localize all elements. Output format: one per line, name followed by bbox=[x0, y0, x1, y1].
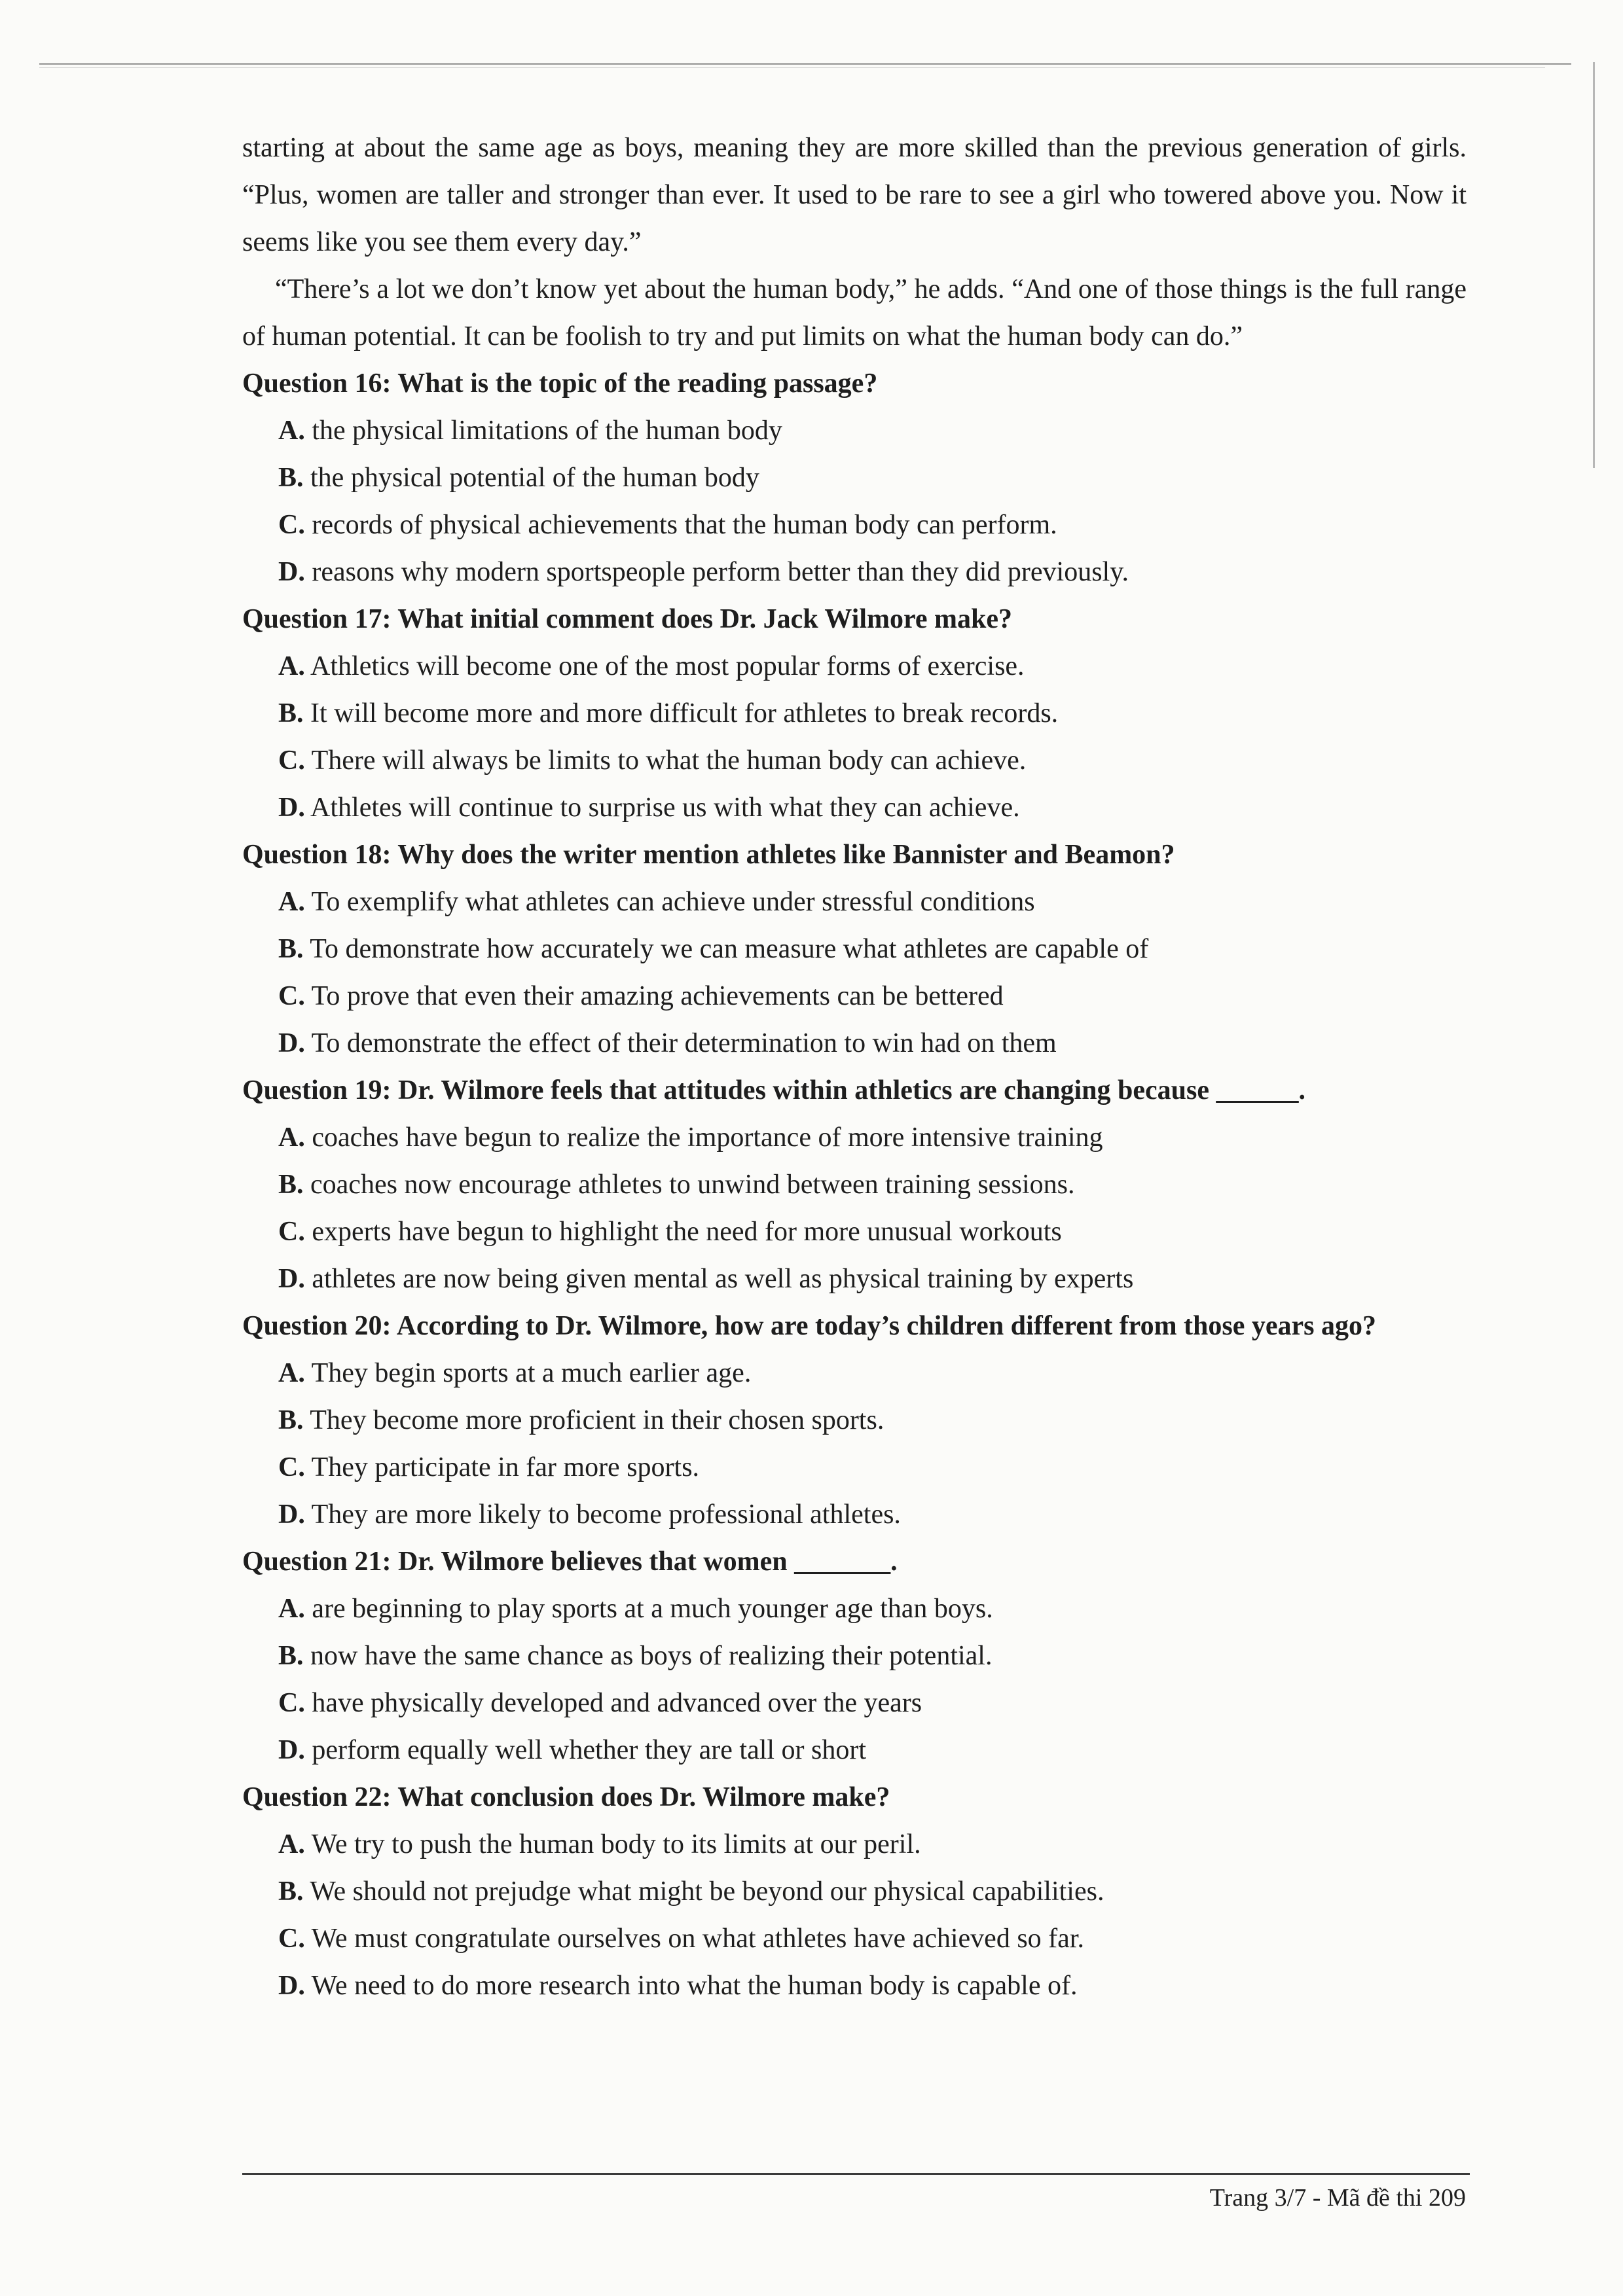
answer-option-a[interactable]: A. coaches have begun to realize the importance of more intensive training bbox=[278, 1122, 1103, 1153]
answer-option-c[interactable]: C. experts have begun to highlight the need for more unusual workouts bbox=[278, 1217, 1062, 1247]
question-16 bbox=[242, 360, 1467, 596]
question-stem: Question 17: What initial comment does Dr. Jack Wilmore make? bbox=[242, 604, 1012, 634]
answer-option-b[interactable]: B. the physical potential of the human body bbox=[278, 463, 759, 493]
answer-option-d[interactable]: D. athletes are now being given mental as well as physical training by experts bbox=[278, 1264, 1134, 1294]
page-footer: Trang 3/7 - Mã đề thi 209 bbox=[1209, 2184, 1466, 2212]
passage-paragraph: starting at about the same age as boys, meaning they are more skilled than the previous generation of girls. “Plus, women are taller and stronger than ever. It used to be rare to see a girl who towered above you. Now it seems like you see them every day.” bbox=[242, 133, 1467, 257]
answer-option-d[interactable]: D. To demonstrate the effect of their determination to win had on them bbox=[278, 1028, 1057, 1058]
answer-option-c[interactable]: C. They participate in far more sports. bbox=[278, 1452, 700, 1482]
answer-option-c[interactable]: C. records of physical achievements that the human body can perform. bbox=[278, 510, 1057, 540]
answer-option-d[interactable]: D. They are more likely to become professional athletes. bbox=[278, 1499, 901, 1530]
exam-page-content bbox=[242, 124, 1467, 2009]
answer-option-a[interactable]: A. the physical limitations of the human body bbox=[278, 416, 782, 446]
scan-edge-right bbox=[1593, 62, 1595, 468]
answer-option-a[interactable]: A. They begin sports at a much earlier age. bbox=[278, 1358, 752, 1388]
answer-option-b[interactable]: B. coaches now encourage athletes to unwind between training sessions. bbox=[278, 1170, 1075, 1200]
answer-option-a[interactable]: A. Athletics will become one of the most popular forms of exercise. bbox=[278, 651, 1025, 681]
answer-option-c[interactable]: C. There will always be limits to what the human body can achieve. bbox=[278, 745, 1027, 776]
answer-option-b[interactable]: B. We should not prejudge what might be beyond our physical capabilities. bbox=[278, 1876, 1104, 1907]
answer-option-d[interactable]: D. We need to do more research into what the human body is capable of. bbox=[278, 1971, 1078, 2001]
answer-option-c[interactable]: C. have physically developed and advanced over the years bbox=[278, 1688, 922, 1718]
question-stem: Question 22: What conclusion does Dr. Wilmore make? bbox=[242, 1782, 890, 1812]
scan-edge-top bbox=[39, 63, 1571, 65]
answer-option-d[interactable]: D. Athletes will continue to surprise us with what they can achieve. bbox=[278, 793, 1020, 823]
question-stem: Question 20: According to Dr. Wilmore, how are today’s children different from those years ago? bbox=[242, 1311, 1377, 1341]
answer-option-b[interactable]: B. It will become more and more difficult for athletes to break records. bbox=[278, 698, 1059, 728]
answer-option-a[interactable]: A. are beginning to play sports at a much younger age than boys. bbox=[278, 1594, 993, 1624]
question-19 bbox=[242, 1067, 1467, 1302]
question-stem: Question 21: Dr. Wilmore believes that women _______. bbox=[242, 1547, 898, 1577]
answer-option-b[interactable]: B. To demonstrate how accurately we can measure what athletes are capable of bbox=[278, 934, 1149, 964]
question-20 bbox=[242, 1302, 1467, 1538]
answer-option-a[interactable]: A. To exemplify what athletes can achieve under stressful conditions bbox=[278, 887, 1035, 917]
answer-option-d[interactable]: D. reasons why modern sportspeople perform better than they did previously. bbox=[278, 557, 1129, 587]
scan-edge-top-secondary bbox=[39, 67, 1545, 68]
answer-option-a[interactable]: A. We try to push the human body to its limits at our peril. bbox=[278, 1829, 921, 1859]
question-17 bbox=[242, 596, 1467, 831]
question-18 bbox=[242, 831, 1467, 1067]
question-22 bbox=[242, 1774, 1467, 2009]
question-stem: Question 19: Dr. Wilmore feels that attitudes within athletics are changing because ______. bbox=[242, 1075, 1305, 1105]
passage-paragraph: “There’s a lot we don’t know yet about the human body,” he adds. “And one of those things is the full range of human potential. It can be foolish to try and put limits on what the human body can do.” bbox=[242, 274, 1467, 351]
question-stem: Question 18: Why does the writer mention athletes like Bannister and Beamon? bbox=[242, 840, 1175, 870]
question-21 bbox=[242, 1538, 1467, 1774]
answer-option-d[interactable]: D. perform equally well whether they are tall or short bbox=[278, 1735, 867, 1765]
answer-option-c[interactable]: C. To prove that even their amazing achievements can be bettered bbox=[278, 981, 1004, 1011]
question-stem: Question 16: What is the topic of the reading passage? bbox=[242, 368, 878, 399]
footer-divider bbox=[242, 2173, 1470, 2175]
answer-option-c[interactable]: C. We must congratulate ourselves on what athletes have achieved so far. bbox=[278, 1924, 1084, 1954]
answer-option-b[interactable]: B. They become more proficient in their chosen sports. bbox=[278, 1405, 884, 1435]
answer-option-b[interactable]: B. now have the same chance as boys of realizing their potential. bbox=[278, 1641, 993, 1671]
